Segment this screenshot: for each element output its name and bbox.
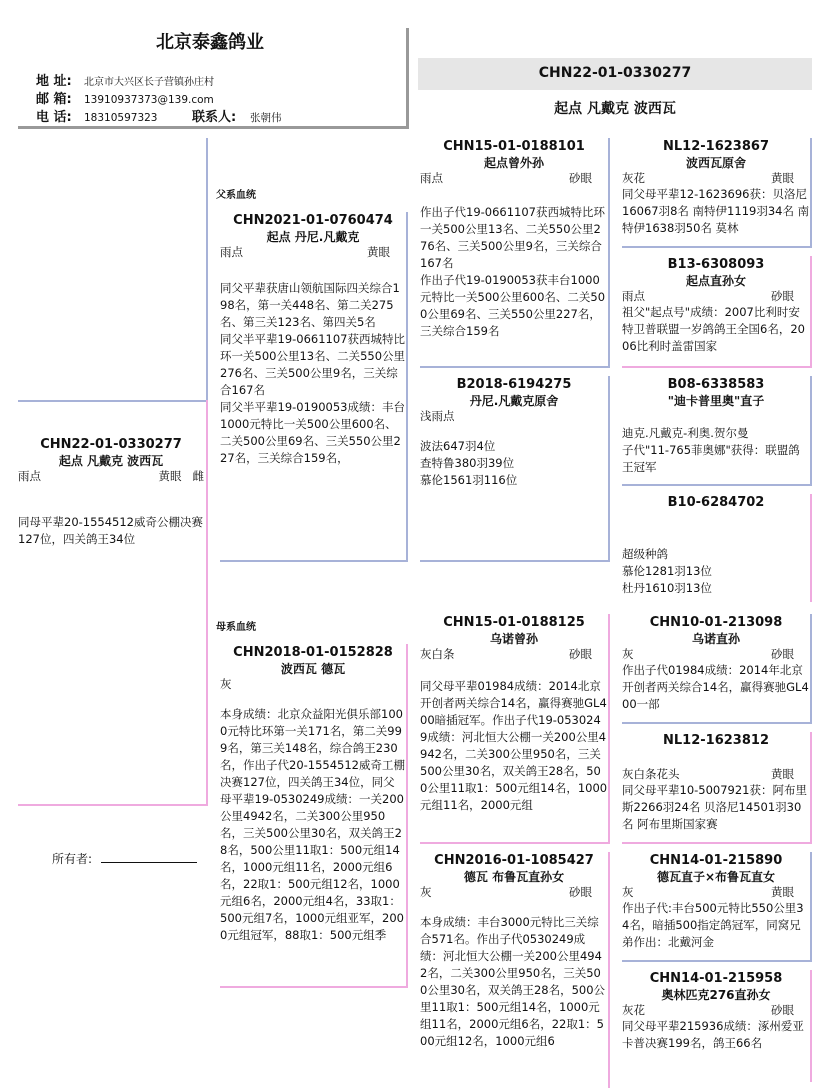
ssd-desc: 祖父"起点号"成绩：2007比利时安特卫普联盟一岁鸽鸽王全国6名，2006比利时盖雷国家 [622,305,805,353]
dss-traits [622,647,810,662]
sd-card [420,376,610,562]
ss-color: 雨点 [420,171,443,185]
dd-ring: CHN2016-01-1085427 [434,853,594,868]
dam-name: 波西瓦 德瓦 [280,662,346,676]
sds-card [622,376,812,486]
ds-eye: 砂眼 [569,647,592,661]
contact-label: 联系人: [192,110,237,125]
owner-label: 所有者: [52,852,93,866]
dsd-ring: NL12-1623812 [663,733,769,748]
sire-ring: CHN2021-01-0760474 [233,213,393,228]
dsd-card [622,732,812,844]
owner-line[interactable] [101,852,197,863]
address-value: 北京市大兴区长子营镇孙庄村 [84,77,214,88]
dds-desc: 作出子代:丰台500元特比550公里34名，暗插500指定鸽冠军，同窝兄弟作出：北戴河金 [622,901,804,949]
ddd-ring: CHN14-01-215958 [649,971,783,986]
ds-ring: CHN15-01-0188125 [443,615,585,630]
ds-color: 灰白条 [420,647,455,661]
ds-card [420,614,610,844]
sss-color: 灰花 [622,171,645,185]
sds-name: "迪卡普里奥"直子 [667,394,765,408]
ssd-traits [622,289,810,304]
subject-color: 雨点 [18,469,41,483]
connector-sire [18,138,208,402]
dsd-color: 灰白条花头 [622,767,680,781]
ss-desc: 作出子代19-0661107获西城特比环一关500公里13名、二关550公里276名、三关500公里9名，三关综合167名 作出子代19-0190053获丰台1000元特比一关500公里600名、二关500公里69名、三关550公里227名，三关综合159名 [420,205,606,338]
ssd-eye: 砂眼 [771,289,794,303]
dam-traits [220,677,406,692]
dds-traits [622,885,810,900]
sds-desc: 迪克.凡戴克-利奥.贺尔曼 子代"11-765菲奥娜"获得：联盟鸽王冠军 [622,426,800,474]
email-label: 邮 箱: [36,92,72,107]
sd-name: 丹尼.凡戴克原舍 [469,394,559,408]
ssd-ring: B13-6308093 [667,257,765,272]
dds-color: 灰 [622,885,634,899]
dss-color: 灰 [622,647,634,661]
sds-ring: B08-6338583 [667,377,765,392]
mother-line-label: 母系血统 [216,622,256,633]
sdd-ring: B10-6284702 [667,495,765,510]
dd-eye: 砂眼 [569,885,592,899]
ssd-name: 起点直孙女 [685,274,746,288]
ddd-traits [622,1003,810,1018]
dss-name: 乌诺直孙 [691,632,740,646]
dss-desc: 作出子代01984成绩：2014年北京开创者两关综合14名，赢得赛驰GL400一部 [622,663,809,711]
dam-color: 灰 [220,677,232,691]
phone-row [36,106,282,125]
dds-name: 德瓦直子×布鲁瓦直女 [656,870,776,884]
ss-name: 起点曾外孙 [483,156,544,170]
email-value: 13910937373@139.com [84,94,214,106]
ds-name: 乌诺曾孙 [489,632,538,646]
title-ring: CHN22-01-0330277 [538,65,692,81]
sss-card [622,138,812,248]
phone-label: 电 话: [36,110,72,125]
email-row [36,88,214,107]
subject-name: 起点 凡戴克 波西瓦 [58,454,164,468]
sdd-card [622,494,812,602]
subject-card [18,436,204,566]
company-name: 北京泰鑫鸽业 [156,32,264,53]
dd-card [420,852,610,1088]
owner-row [52,848,197,867]
father-line-label: 父系血统 [216,190,256,201]
sire-name: 起点 丹尼.凡戴克 [266,230,360,244]
ssd-color: 雨点 [622,289,645,303]
subject-sex: 雌 [192,469,204,483]
sire-eye: 黄眼 [367,245,390,259]
sdd-desc: 超级种鸽 慕伦1281羽13位 杜丹1610羽13位 [622,547,712,595]
ss-eye: 砂眼 [569,171,592,185]
dss-ring: CHN10-01-213098 [649,615,783,630]
dds-eye: 黄眼 [771,885,794,899]
sire-desc: 同父平辈获唐山领航国际四关综合198名，第一关448名、第二关275名、第三关123名、第四关5名 同父半平辈19-0661107获西城特比环一关500公里13名、二关550公里276名、三关500公里9名，三关综合167名 同父半平辈19-0190053成绩：丰台1000元特比一关500公里600名、二关500公里69名、三关550公里227名，三关综合159名， [220,281,406,465]
sire-card [220,212,408,562]
dd-desc: 本身成绩：丰台3000元特比三关综合571名。作出子代0530249成绩：河北恒大公棚一关200公里4942名，二关300公里950名，三关500公里30名，双关鸽王28名，500公里11取1：500元组14名，1000元组11名，2000元组6名，22取1：500元组12名，1000元组6 [420,915,606,1048]
sire-traits [220,245,406,260]
title-name: 起点 凡戴克 波西瓦 [554,101,676,117]
ddd-desc: 同父母平辈215936成绩：涿州爱亚卡普决赛199名，鸽王66名 [622,1019,804,1050]
ss-ring: CHN15-01-0188101 [443,139,585,154]
dsd-desc: 同父母平辈10-5007921获：阿布里斯2266羽24名 贝洛尼14501羽30名 阿布里斯国家赛 [622,783,807,831]
ss-card [420,138,610,368]
sd-desc: 波法647羽4位 查特鲁380羽39位 慕伦1561羽116位 [420,439,518,487]
sss-traits [622,171,810,186]
ddd-card [622,970,812,1082]
sss-name: 波西瓦原舍 [685,156,746,170]
dsd-eye: 黄眼 [771,767,794,781]
sire-color: 雨点 [220,245,243,259]
dsd-traits [622,767,810,782]
subject-desc: 同母平辈20-1554512威奇公棚决赛127位，四关鸽王34位 [18,515,203,546]
ddd-color: 灰花 [622,1003,645,1017]
dds-card [622,852,812,962]
subject-eye: 黄眼 [158,469,182,483]
contact-value: 张朝伟 [250,112,282,124]
sd-traits [420,409,608,424]
ds-desc: 同父母平辈01984成绩：2014北京开创者两关综合14名，赢得赛驰GL400暗插冠军。作出子代19-0530249成绩：河北恒大公棚一关200公里4942名，二关300公里950名，三关500公里30名，双关鸽王28名，500公里11取1：500元组14名，1000元组11名，2000元组 [420,679,608,812]
dd-traits [420,885,608,900]
dss-eye: 砂眼 [771,647,794,661]
dam-card [220,644,408,988]
ssd-card [622,256,812,368]
phone-value: 18310597323 [84,112,158,124]
ds-traits [420,647,608,662]
dds-ring: CHN14-01-215890 [649,853,783,868]
sd-color: 浅雨点 [420,409,455,423]
sss-eye: 黄眼 [771,171,794,185]
dam-desc: 本身成绩：北京众益阳光俱乐部1000元特比环第一关171名，第二关999名，第三关148名，综合鸽王230名，作出子代20-1554512威奇工棚决赛127位，四关鸽王34位，同父母平辈19-0530249成绩：一关200公里4942名，二关300公里950名，三关500公里30名，双关鸽王28名，500公里11取1：500元组14名，1000元组11名，2000元组6名，22取1：500元组12名，1000元组6名，2000元组4名，33取1：500元组7名，1000元组亚军，2000元组冠军，88取1：500元组季 [220,707,405,942]
dam-ring: CHN2018-01-0152828 [233,645,393,660]
address-label: 地 址: [36,74,72,89]
subject-traits [18,469,204,484]
sss-desc: 同父母平辈12-1623696获：贝洛尼16067羽8名 南特伊1119羽34名 南特伊1638羽50名 莫林 [622,187,810,235]
subject-ring: CHN22-01-0330277 [40,437,182,452]
dd-name: 德瓦 布鲁瓦直孙女 [463,870,565,884]
ss-traits [420,171,608,186]
ddd-eye: 砂眼 [771,1003,794,1017]
sss-ring: NL12-1623867 [663,139,769,154]
dd-color: 灰 [420,885,432,899]
dss-card [622,614,812,724]
sd-ring: B2018-6194275 [456,377,572,392]
ddd-name: 奥林匹克276直孙女 [661,988,771,1002]
address-row [36,70,214,89]
